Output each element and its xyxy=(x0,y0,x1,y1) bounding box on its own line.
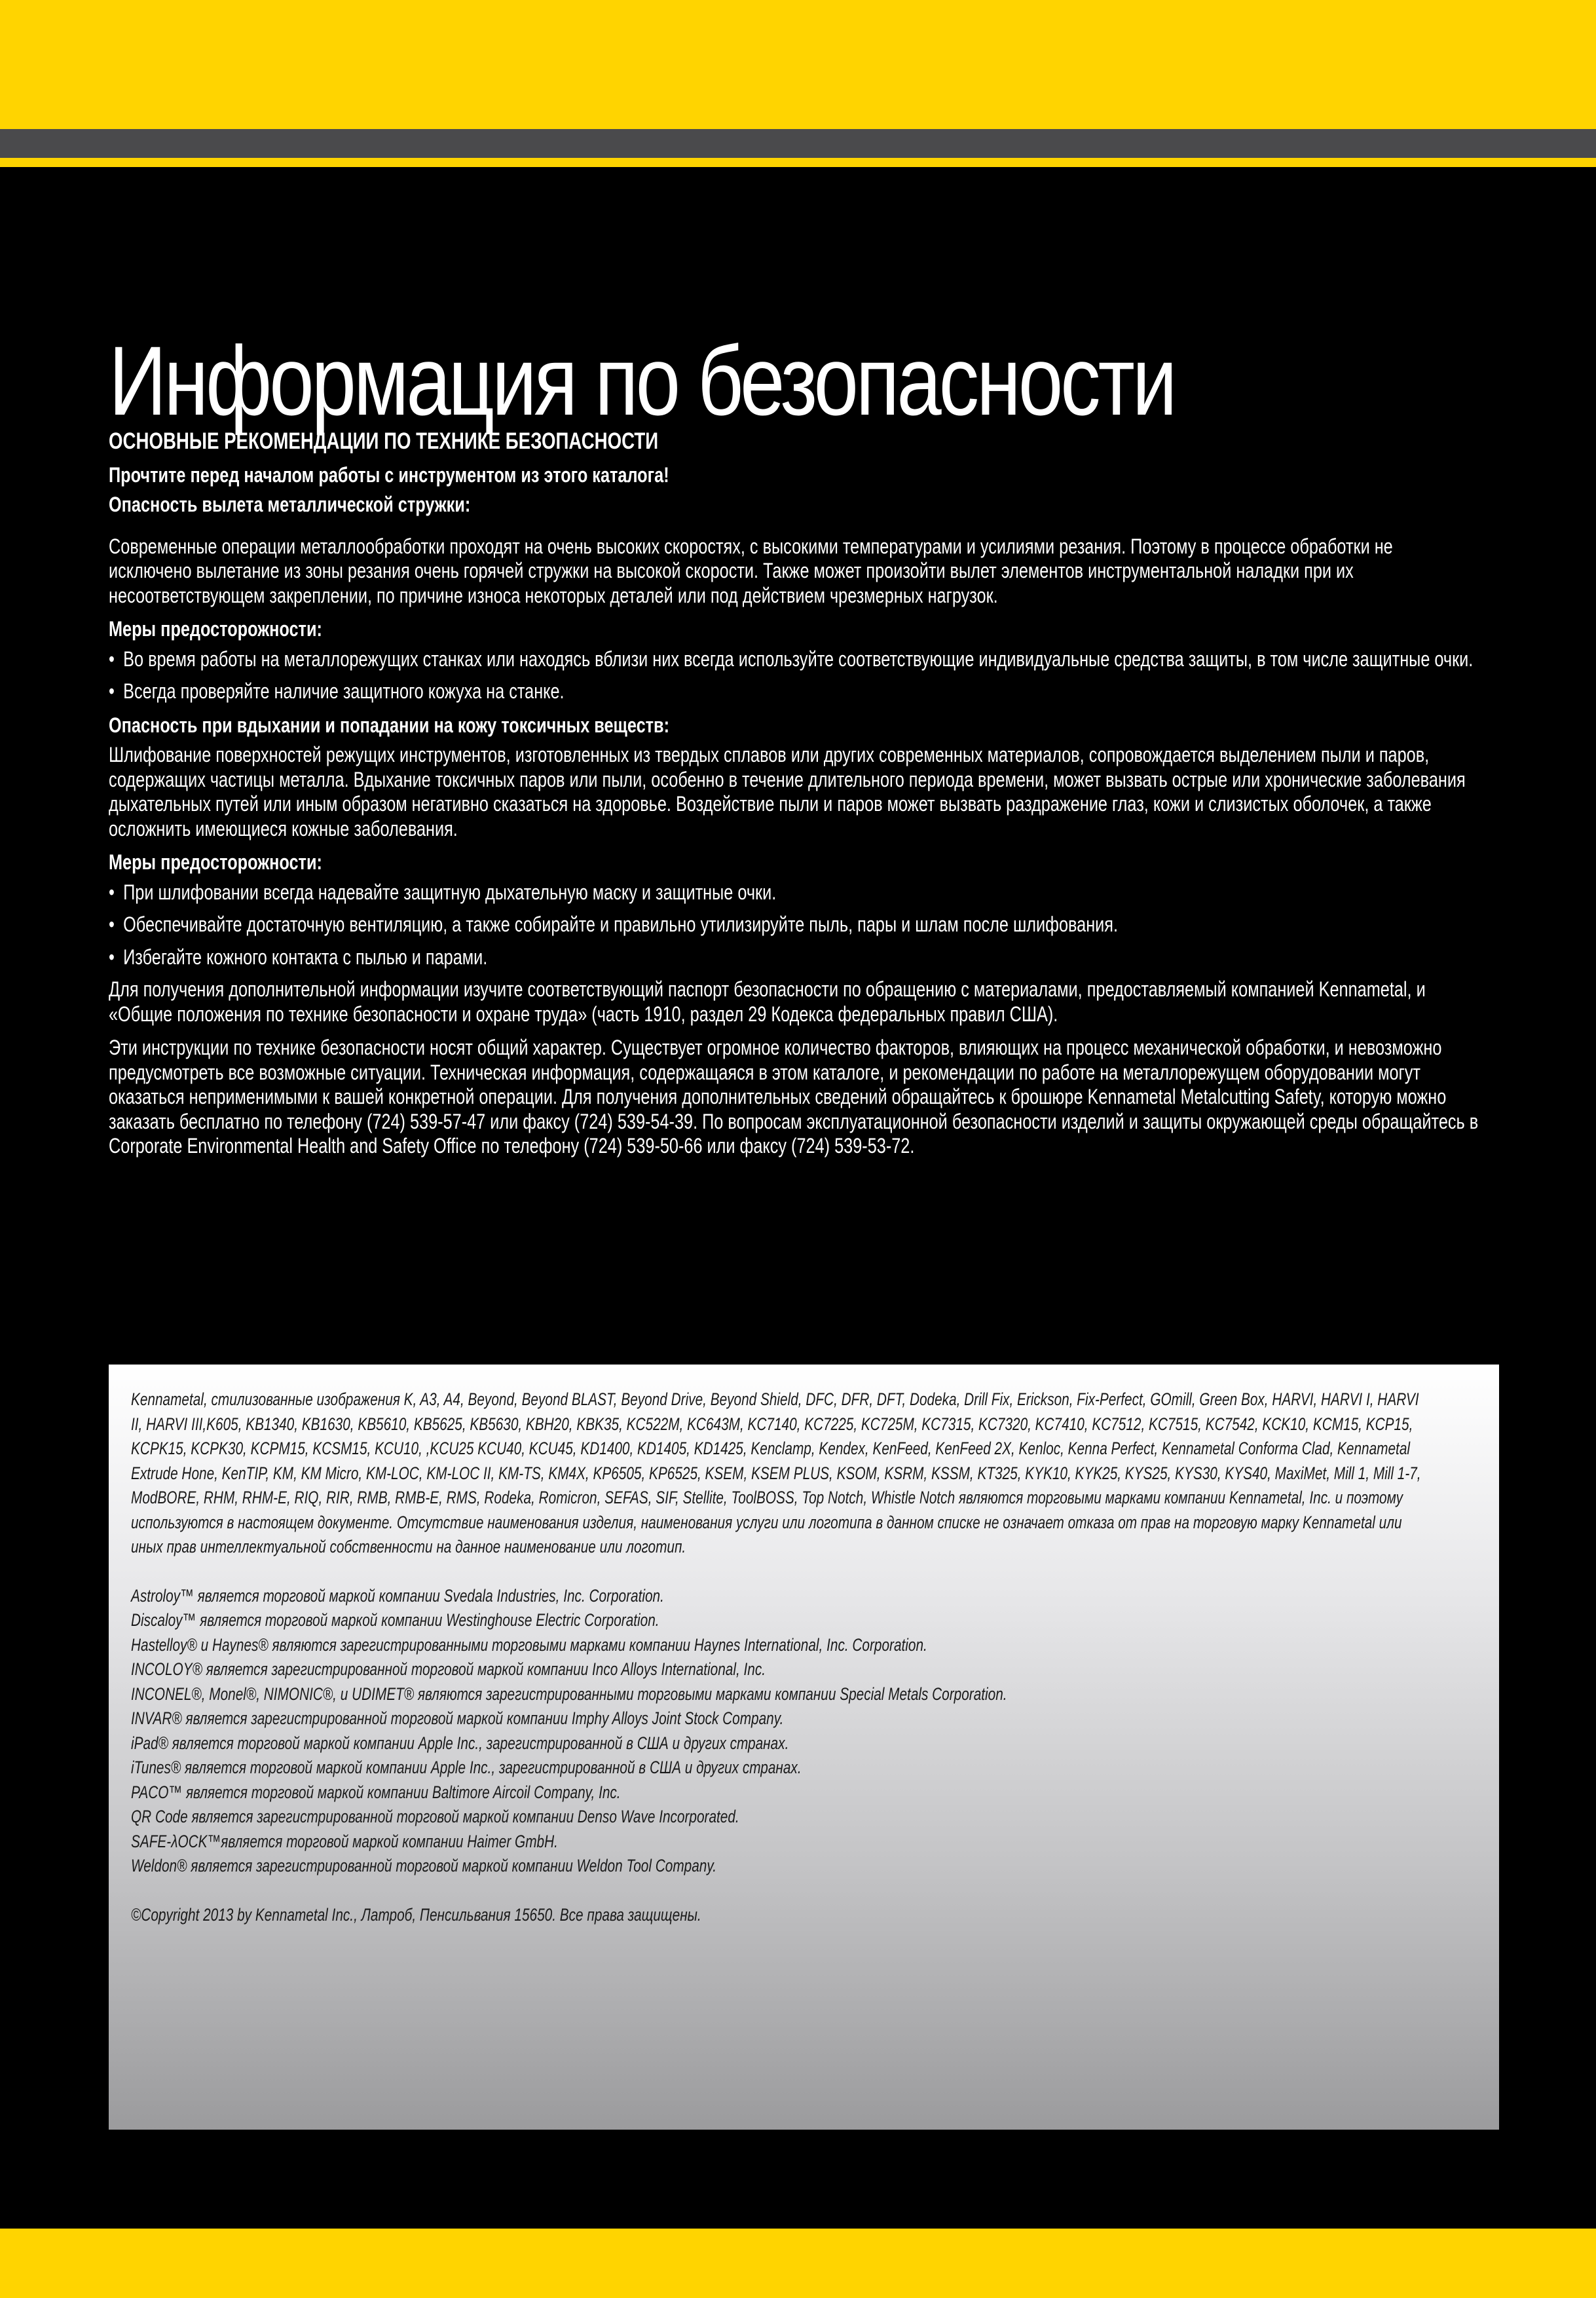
trademark-line: PACO™ является торговой маркой компании Baltimore Aircoil Company, Inc. xyxy=(131,1782,621,1802)
page-title: Информация по безопасности xyxy=(109,325,1175,436)
list-item: • Всегда проверяйте наличие защитного кожуха на станке. xyxy=(109,679,1480,704)
trademark-line: INCONEL®, Monel®, NIMONIC®, и UDIMET® являются зарегистрированными торговыми марками компании Special Metals Corporation. xyxy=(131,1684,1007,1704)
precautions-label-chips: Меры предосторожности: xyxy=(109,617,322,641)
toxic-hazard-text: Шлифование поверхностей режущих инструментов, изготовленных из твердых сплавов или других современных материалов, сопровождается выделением пыли и паров, содержащих частицы металла. Вдыхание токсичных паров или пыли, особенно в течение длительного периода времени, может вызвать острые или хронические заболевания дыхательных путей или иным образом негативно сказаться на здоровье. Воздействие пыли и паров может вызвать раздражение глаз, кожи и слизистых оболочек, а также осложнить имеющиеся кожные заболевания. xyxy=(109,743,1466,840)
safety-main-heading: ОСНОВНЫЕ РЕКОМЕНДАЦИИ ПО ТЕХНИКЕ БЕЗОПАСНОСТИ xyxy=(109,428,659,454)
trademark-line: SAFE-λOCK™является торговой маркой компании Haimer GmbH. xyxy=(131,1831,558,1851)
list-item: • Обеспечивайте достаточную вентиляцию, а также собирайте и правильно утилизируйте пыль, пары и шлам после шлифования. xyxy=(109,913,1480,937)
precautions-label-toxic: Меры предосторожности: xyxy=(109,850,322,874)
chip-hazard-heading: Опасность вылета металлической стружки: xyxy=(109,493,471,516)
copyright: ©Copyright 2013 by Kennametal Inc., Латроб, Пенсильвания 15650. Все права защищены. xyxy=(131,1904,701,1925)
more-info-text: Для получения дополнительной информации изучите соответствующий паспорт безопасности по обращению с материалами, предоставляемый компанией Kennametal, и «Общие положения по технике безопасности и охране труда» (часть 1910, раздел 29 Кодекса федеральных правил США). xyxy=(109,977,1426,1026)
safety-section xyxy=(109,429,1480,1159)
trademark-line: QR Code является зарегистрированной торговой маркой компании Denso Wave Incorporated. xyxy=(131,1807,739,1826)
list-item: • Во время работы на металлорежущих станках или находясь вблизи них всегда используйте соответствующие индивидуальные средства защиты, в том числе защитные очки. xyxy=(109,647,1480,672)
bottom-yellow-band xyxy=(0,2229,1596,2298)
top-yellow-band xyxy=(0,0,1596,129)
thin-yellow-stripe xyxy=(0,158,1596,167)
trademark-line: INCOLOY® является зарегистрированной торговой маркой компании Inco Alloys International, Inc. xyxy=(131,1659,766,1679)
trademark-line: iTunes® является торговой маркой компании Apple Inc., зарегистрированной в США и других странах. xyxy=(131,1758,802,1777)
kennametal-trademarks: Kennametal, стилизованные изображения K, A3, A4, Beyond, Beyond BLAST, Beyond Drive, Beyond Shield, DFC, DFR, DFT, Dodeka, Drill Fix, Erickson, Fix-Perfect, GOmill, Green Box, HARVI, HARVI I, HARVI II, HARVI III,K605, KB1340, KB1630, KB5610, KB5625, KB5630, KBH20, KBK35, KC522M, KC643M, KC7140, KC7225, KC725M, KC7315, KC7320, KC7410, KC7512, KC7515, KC7542, KCK10, KCM15, KCP15, KCPK15, KCPK30, KCPM15, KCSM15, KCU10, ,KCU25 KCU40, KCU45, KD1400, KD1405, KD1425, Kenclamp, Kendex, KenFeed, KenFeed 2X, Kenloc, Kenna Perfect, Kennametal Conforma Clad, Kennametal Extrude Hone, KenTIP, KM, KM Micro, KM-LOC, KM-LOC II, KM-TS, KM4X, KP6505, KP6525, KSEM, KSEM PLUS, KSOM, KSRM, KSSM, KT325, KYK10, KYK25, KYS25, KYS30, KYS40, MaxiMet, Mill 1, Mill 1-7, ModBORE, RHM, RHM-E, RIQ, RIR, RMB, RMB-E, RMS, Rodeka, Romicron, SEFAS, SIF, Stellite, ToolBOSS, Top Notch, Whistle Notch являются торговыми марками компании Kennametal, Inc. и поэтому используются в настоящем документе. Отсутствие наименования изделия, наименования услуги или логотипа в данном списке не означает отказа от прав на торговую марку Kennametal или иных прав интеллектуальной собственности на данное наименование или логотип. xyxy=(131,1389,1421,1556)
read-notice: Прочтите перед началом работы с инструментом из этого каталога! xyxy=(109,462,669,487)
trademark-line: INVAR® является зарегистрированной торговой маркой компании Imphy Alloys Joint Stock Company. xyxy=(131,1708,784,1728)
toxic-hazard-heading: Опасность при вдыхании и попадании на кожу токсичных веществ: xyxy=(109,713,670,737)
chip-hazard-text: Современные операции металлообработки проходят на очень высоких скоростях, с высокими температурами и усилиями резания. Поэтому в процессе обработки не исключено вылетание из зоны резания очень горячей стружки на высокой скорости. Также может произойти вылет элементов инструментальной наладки при их несоответствующем закреплении, по причине износа некоторых деталей или под действием чрезмерных нагрузок. xyxy=(109,534,1393,607)
trademark-line: Discaloy™ является торговой маркой компании Westinghouse Electric Corporation. xyxy=(131,1610,659,1630)
general-note-text: Эти инструкции по технике безопасности носят общий характер. Существует огромное количество факторов, влияющих на процесс механической обработки, и невозможно предусмотреть все возможные ситуации. Техническая информация, содержащаяся в этом каталоге, и рекомендации по работе на металлорежущем оборудовании могут оказаться неприменимыми к вашей конкретной операции. Для получения дополнительных сведений обращайтесь к брошюре Kennametal Metalcutting Safety, которую можно заказать бесплатно по телефону (724) 539-57-47 или факсу (724) 539-54-39. По вопросам эксплуатационной безопасности изделий и защиты окружающей среды обращайтесь в Corporate Environmental Health and Safety Office по телефону (724) 539-50-66 или факсу (724) 539-53-72. xyxy=(109,1036,1479,1158)
toxic-precautions-list xyxy=(109,880,1480,970)
legal-text xyxy=(131,1387,1422,1927)
list-item: • При шлифовании всегда надевайте защитную дыхательную маску и защитные очки. xyxy=(109,880,1480,905)
trademark-line: Astroloy™ является торговой маркой компании Svedala Industries, Inc. Corporation. xyxy=(131,1585,664,1606)
chip-precautions-list xyxy=(109,647,1480,704)
third-party-trademarks xyxy=(131,1584,1422,1879)
gray-stripe xyxy=(0,129,1596,158)
list-item: • Избегайте кожного контакта с пылью и парами. xyxy=(109,945,1480,970)
trademark-line: iPad® является торговой маркой компании Apple Inc., зарегистрированной в США и других странах. xyxy=(131,1733,789,1753)
trademark-line: Hastelloy® и Haynes® являются зарегистрированными торговыми марками компании Haynes International, Inc. Corporation. xyxy=(131,1634,927,1655)
trademark-line: Weldon® является зарегистрированной торговой маркой компании Weldon Tool Company. xyxy=(131,1856,716,1875)
